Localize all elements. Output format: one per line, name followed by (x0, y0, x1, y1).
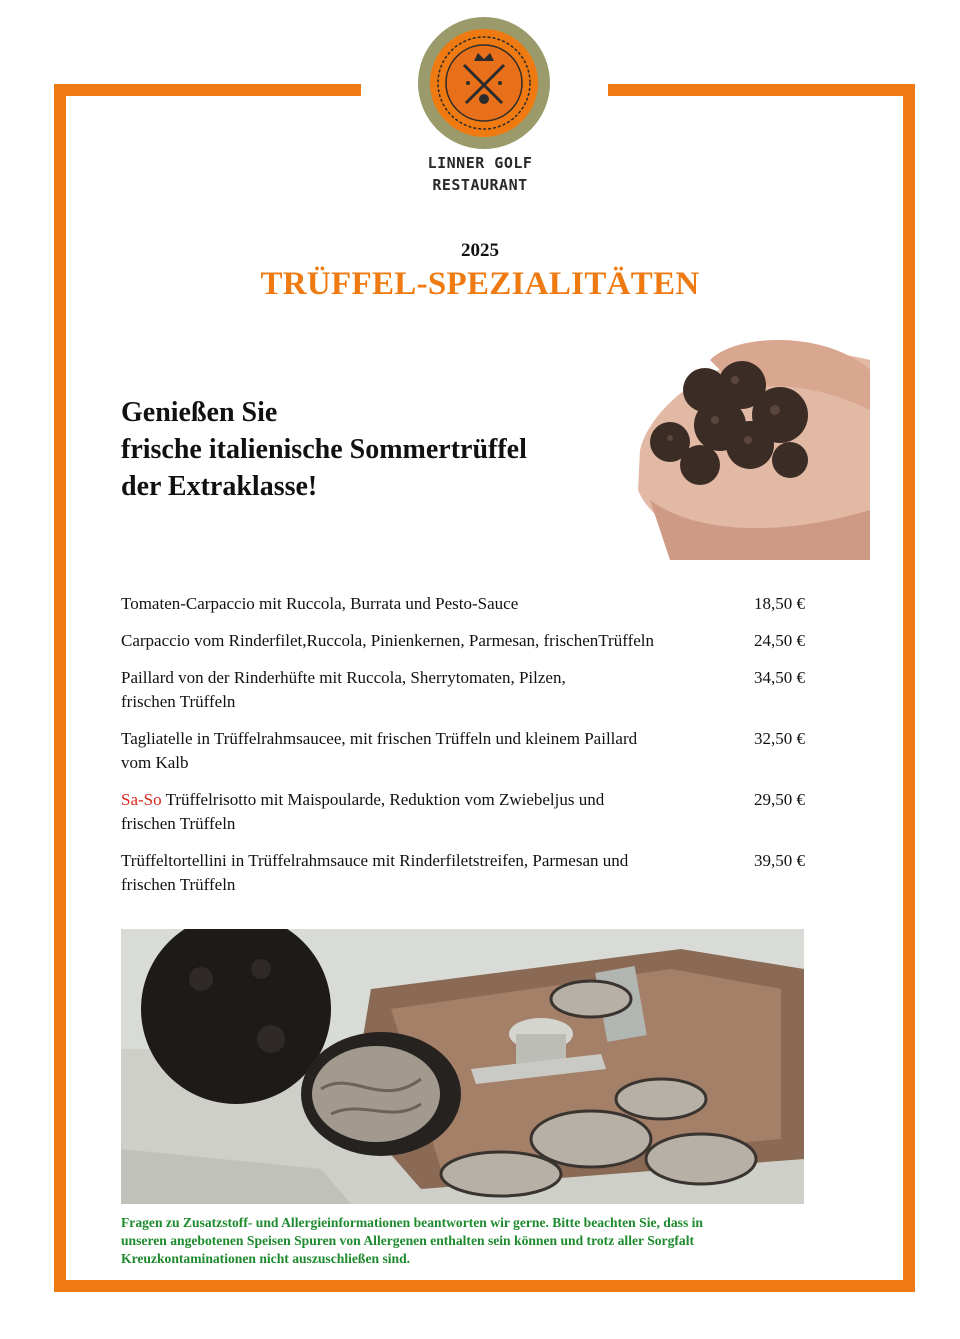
menu-item-price: 18,50 € (754, 594, 805, 613)
menu-item-price: 24,50 € (754, 631, 805, 650)
weekend-tag: Sa-So (121, 790, 162, 809)
menu-item-line1: Tomaten-Carpaccio mit Ruccola, Burrata und Pesto-Sauce (121, 594, 519, 613)
frame-top-left (54, 84, 361, 96)
menu-item-description (121, 727, 731, 775)
intro-line2: frische italienische Sommertrüffel (121, 434, 527, 465)
allergy-notice (121, 1214, 821, 1268)
truffle-slicer-photo (121, 929, 804, 1204)
page-title: TRÜFFEL-SPEZIALITÄTEN (260, 266, 700, 302)
menu-item (121, 629, 805, 653)
menu-item (121, 666, 805, 714)
intro-line3: der Extraklasse! (121, 471, 318, 502)
menu-item-line2: frischen Trüffeln (121, 875, 236, 894)
frame-top-right (608, 84, 915, 96)
menu-item-line2: frischen Trüffeln (121, 692, 236, 711)
intro-line1: Genießen Sie (121, 397, 278, 428)
menu-item (121, 849, 805, 897)
logo-line1: LINNER GOLF (427, 154, 533, 172)
menu-item-description (121, 629, 731, 653)
menu-item-line1: Trüffeltortellini in Trüffelrahmsauce mit Rinderfiletstreifen, Parmesan und (121, 851, 629, 870)
menu-item-price: 32,50 € (754, 729, 805, 748)
menu-item-price: 29,50 € (754, 790, 805, 809)
menu-item-description (121, 849, 731, 897)
menu-item-line2: frischen Trüffeln (121, 814, 236, 833)
menu-item-line1: Carpaccio vom Rinderfilet,Ruccola, Pinienkernen, Parmesan, frischenTrüffeln (121, 631, 654, 650)
intro-text (121, 394, 527, 505)
menu-item-description (121, 666, 731, 714)
menu-item-description (121, 788, 731, 836)
menu-item (121, 727, 805, 775)
menu-item-description (121, 592, 731, 616)
menu-list (121, 592, 805, 910)
logo-wordmark (380, 152, 580, 196)
frame-bottom (54, 1280, 915, 1292)
golf-crest-icon (418, 17, 550, 149)
menu-item (121, 592, 805, 616)
menu-item-price: 34,50 € (754, 668, 805, 687)
allergy-line2: unseren angebotenen Speisen Spuren von Allergenen enthalten sein können und trotz aller Sorgfalt (121, 1233, 695, 1248)
menu-item-line2: vom Kalb (121, 753, 189, 772)
allergy-line3: Kreuzkontaminationen nicht auszuschließen sind. (121, 1251, 411, 1266)
allergy-line1: Fragen zu Zusatzstoff- und Allergieinformationen beantworten wir gerne. Bitte beachten Sie, dass in (121, 1215, 703, 1230)
menu-item (121, 788, 805, 836)
menu-item-line1: Tagliatelle in Trüffelrahmsaucee, mit frischen Trüffeln und kleinem Paillard (121, 729, 638, 748)
truffles-in-hands-photo (630, 330, 870, 560)
year: 2025 (461, 240, 499, 261)
menu-item-line1: Trüffelrisotto mit Maispoularde, Reduktion vom Zwiebeljus und (161, 790, 605, 809)
logo-line2: RESTAURANT (432, 176, 528, 194)
menu-item-line1: Paillard von der Rinderhüfte mit Ruccola, Sherrytomaten, Pilzen, (121, 668, 566, 687)
menu-item-price: 39,50 € (754, 851, 805, 870)
